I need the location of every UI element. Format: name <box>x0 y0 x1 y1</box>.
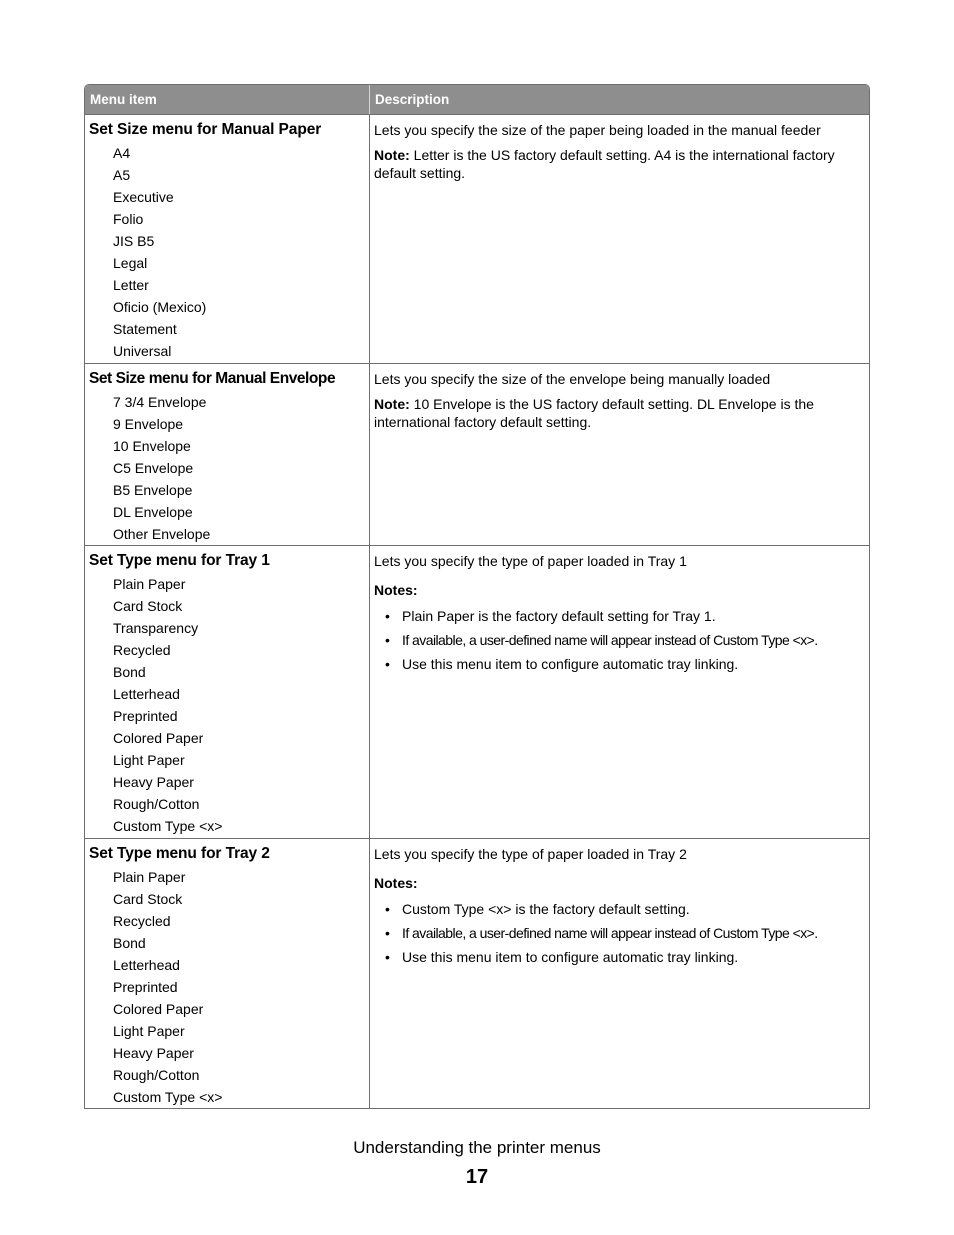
menu-option: Preprinted <box>113 979 178 995</box>
menu-item-cell <box>85 839 370 1108</box>
menu-item-title: Set Size menu for Manual Paper <box>89 121 322 138</box>
menu-option: Bond <box>113 664 146 680</box>
menu-option: Letterhead <box>113 957 180 973</box>
notes-label: Notes: <box>374 874 418 891</box>
note-text: 10 Envelope is the US factory default setting. DL Envelope is the international factory default setting. <box>374 395 814 430</box>
menu-option: Colored Paper <box>113 1001 204 1017</box>
table-header <box>85 85 869 114</box>
menu-option: Heavy Paper <box>113 774 194 790</box>
menu-item-cell <box>85 546 370 838</box>
menu-option: Recycled <box>113 913 171 929</box>
menu-option: A4 <box>113 145 131 161</box>
menu-option: Colored Paper <box>113 730 204 746</box>
list-item: • Use this menu item to configure automatic tray linking. <box>374 655 865 673</box>
menu-option: Other Envelope <box>113 526 211 542</box>
menu-item-title: Set Type menu for Tray 1 <box>89 552 270 569</box>
menu-option: Statement <box>113 321 177 337</box>
menu-option: Rough/Cotton <box>113 1067 200 1083</box>
menu-option: DL Envelope <box>113 504 193 520</box>
table-row <box>85 363 869 545</box>
table-row <box>85 838 869 1108</box>
menu-option: Custom Type <x> <box>113 818 223 834</box>
menu-item-cell <box>85 115 370 363</box>
note-label: Note: <box>374 146 410 163</box>
menu-option: Recycled <box>113 642 171 658</box>
menu-item-title: Set Type menu for Tray 2 <box>89 845 270 862</box>
description-cell <box>370 115 869 363</box>
menu-option: Light Paper <box>113 1023 185 1039</box>
page-number: 17 <box>465 1166 489 1188</box>
menu-option: A5 <box>113 167 131 183</box>
menu-option: Transparency <box>113 620 199 636</box>
menu-item-cell <box>85 364 370 545</box>
menu-option: Universal <box>113 343 172 359</box>
menu-option: Plain Paper <box>113 576 186 592</box>
list-item: • If available, a user-defined name will appear instead of Custom Type <x>. <box>374 924 865 942</box>
notes-label: Notes: <box>374 581 418 598</box>
menu-option: Rough/Cotton <box>113 796 200 812</box>
list-item: • If available, a user-defined name will appear instead of Custom Type <x>. <box>374 631 865 649</box>
notes-list <box>374 900 865 966</box>
menu-table <box>84 84 870 1109</box>
description-cell <box>370 546 869 838</box>
menu-option: Letter <box>113 277 149 293</box>
menu-option: Letterhead <box>113 686 180 702</box>
note-paragraph <box>374 146 865 183</box>
description-text: Lets you specify the size of the envelope being manually loaded <box>374 371 771 387</box>
header-description: Description <box>375 92 450 107</box>
menu-option: Oficio (Mexico) <box>113 299 207 315</box>
menu-option: 7 3/4 Envelope <box>113 394 207 410</box>
note-text: Letter is the US factory default setting. A4 is the international factory default setting. <box>374 146 835 181</box>
menu-option: B5 Envelope <box>113 482 193 498</box>
list-item: • Plain Paper is the factory default setting for Tray 1. <box>374 607 865 625</box>
menu-option: 9 Envelope <box>113 416 184 432</box>
menu-option: Folio <box>113 211 144 227</box>
notes-list <box>374 607 865 673</box>
menu-option: Light Paper <box>113 752 185 768</box>
menu-option: Custom Type <x> <box>113 1089 223 1105</box>
note-paragraph <box>374 395 865 432</box>
table-row <box>85 114 869 363</box>
description-text: Lets you specify the size of the paper being loaded in the manual feeder <box>374 122 821 138</box>
menu-option: 10 Envelope <box>113 438 191 454</box>
menu-item-title: Set Size menu for Manual Envelope <box>89 370 336 387</box>
menu-option: C5 Envelope <box>113 460 194 476</box>
table-row <box>85 545 869 838</box>
menu-option: Preprinted <box>113 708 178 724</box>
menu-option: Card Stock <box>113 891 183 907</box>
note-label: Note: <box>374 395 410 412</box>
list-item: • Use this menu item to configure automatic tray linking. <box>374 948 865 966</box>
description-text: Lets you specify the type of paper loaded in Tray 1 <box>374 553 687 569</box>
description-text: Lets you specify the type of paper loaded in Tray 2 <box>374 846 687 862</box>
menu-option: Heavy Paper <box>113 1045 194 1061</box>
header-menu-item: Menu item <box>85 85 370 114</box>
footer-section-title: Understanding the printer menus <box>353 1138 601 1157</box>
description-cell <box>370 839 869 1108</box>
description-cell <box>370 364 869 545</box>
menu-option: JIS B5 <box>113 233 155 249</box>
menu-option: Legal <box>113 255 148 271</box>
list-item: • Custom Type <x> is the factory default setting. <box>374 900 865 918</box>
menu-option: Bond <box>113 935 146 951</box>
menu-option: Executive <box>113 189 174 205</box>
menu-option: Plain Paper <box>113 869 186 885</box>
menu-option: Card Stock <box>113 598 183 614</box>
